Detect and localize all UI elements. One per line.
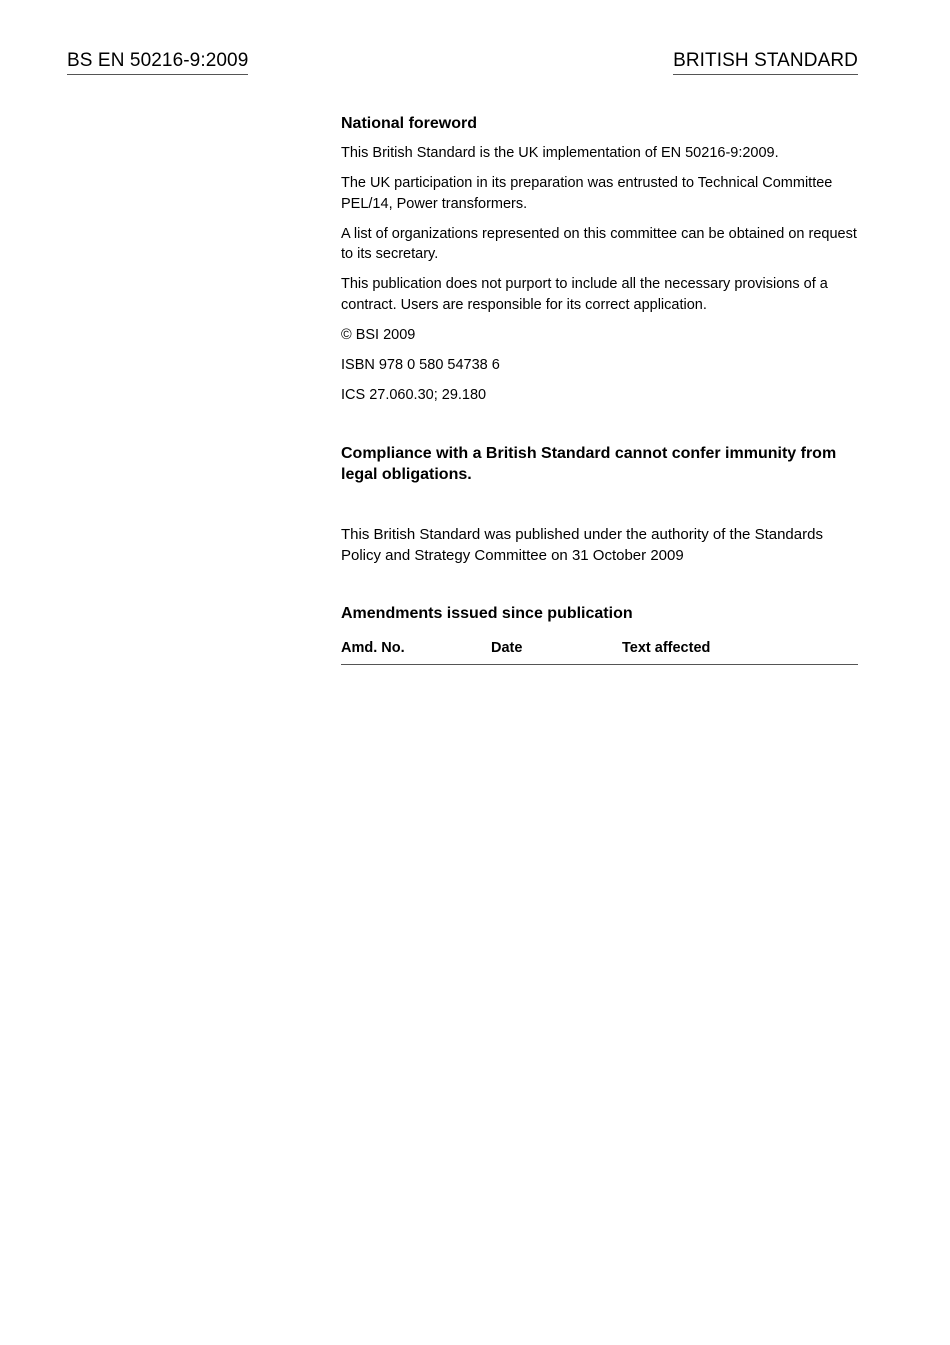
publication-authority: This British Standard was published under the authority of the Standards Policy and Strategy Committee on 31 October 2009	[341, 526, 823, 564]
amendments-table-header	[341, 638, 858, 665]
column-date: Date	[491, 640, 523, 656]
ics-line: ICS 27.060.30; 29.180	[341, 386, 487, 403]
standard-number-header: BS EN 50216-9:2009	[67, 50, 248, 75]
copyright-line: © BSI 2009	[341, 326, 416, 343]
isbn-line: ISBN 978 0 580 54738 6	[341, 356, 500, 373]
foreword-paragraph-implementation: This British Standard is the UK implementation of EN 50216-9:2009.	[341, 145, 779, 161]
foreword-title: National foreword	[341, 115, 478, 132]
column-text-affected: Text affected	[622, 640, 711, 656]
national-foreword-section	[341, 113, 858, 665]
foreword-paragraph-organizations: A list of organizations represented on this committee can be obtained on request to its secretary.	[341, 225, 857, 262]
amendments-title: Amendments issued since publication	[341, 605, 633, 622]
foreword-paragraph-committee: The UK participation in its preparation was entrusted to Technical Committee PEL/14, Power transformers.	[341, 175, 833, 212]
standard-type-header: BRITISH STANDARD	[673, 50, 858, 75]
foreword-paragraph-provisions: This publication does not purport to include all the necessary provisions of a contract. Users are responsible for its correct application.	[341, 276, 828, 313]
column-amd-no: Amd. No.	[341, 640, 405, 656]
compliance-statement: Compliance with a British Standard cannot confer immunity from legal obligations.	[341, 445, 837, 483]
